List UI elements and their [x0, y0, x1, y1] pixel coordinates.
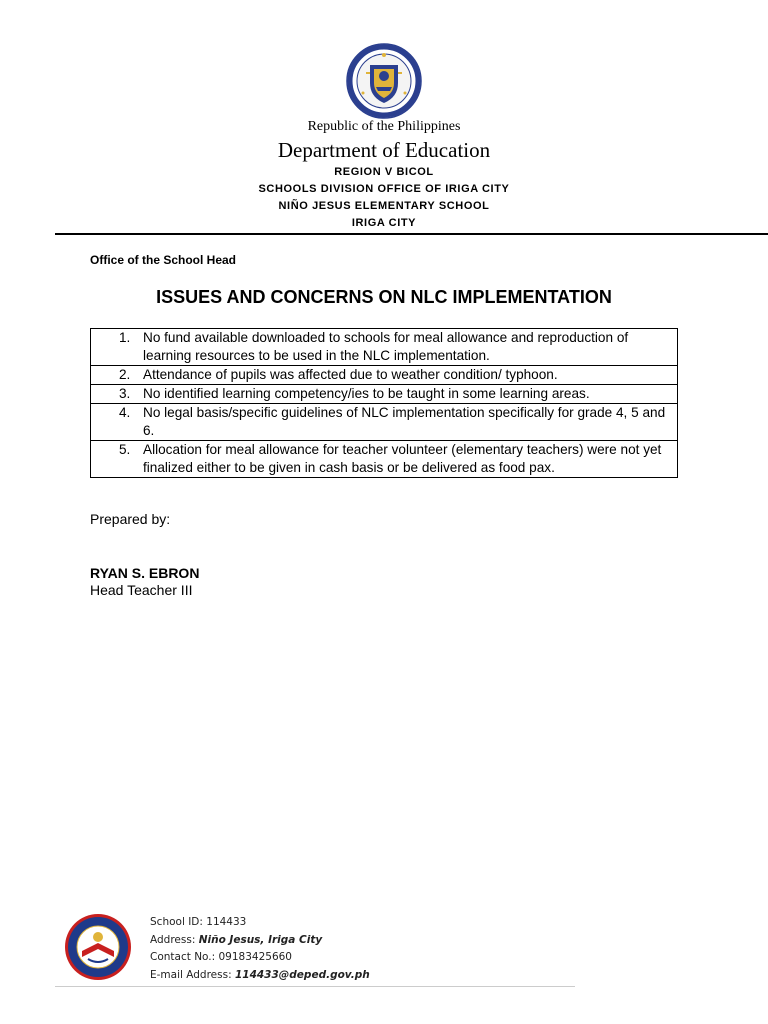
issue-number: 2. [119, 367, 131, 382]
table-row [91, 441, 678, 478]
table-row [91, 366, 678, 385]
division-heading: SCHOOLS DIVISION OFFICE OF IRIGA CITY [258, 183, 510, 195]
department-heading: Department of Education [277, 138, 491, 162]
table-row [91, 385, 678, 404]
contact-line [150, 949, 370, 967]
school-heading: NIÑO JESUS ELEMENTARY SCHOOL [278, 200, 490, 212]
header-divider [55, 233, 768, 235]
school-id-label: School ID: [150, 916, 207, 928]
footer-contact-block [150, 914, 370, 984]
city-heading: IRIGA CITY [351, 217, 417, 229]
school-id-line [150, 914, 370, 932]
office-label: Office of the School Head [90, 253, 237, 267]
email-line [150, 967, 370, 985]
signatory-position: Head Teacher III [90, 582, 193, 598]
signatory-name: RYAN S. EBRON [90, 565, 200, 581]
address-line [150, 932, 370, 950]
email-label: E-mail Address: [150, 968, 235, 981]
deped-seal-icon [346, 43, 422, 119]
issue-text: No identified learning competency/ies to be taught in some learning areas. [143, 386, 590, 401]
issue-number: 5. [119, 442, 131, 457]
school-logo-icon [64, 913, 132, 981]
contact-label: Contact No.: [150, 951, 219, 963]
issue-text: No legal basis/specific guidelines of NLC implementation specifically for grade 4, 5 and 6. [143, 405, 666, 438]
issues-table [90, 328, 678, 478]
issue-text: Attendance of pupils was affected due to weather condition/ typhoon. [143, 367, 558, 382]
school-id-value: 114433 [206, 916, 247, 928]
issue-text: Allocation for meal allowance for teacher volunteer (elementary teachers) were not yet finalized either to be given in cash basis or be delivered as food pax. [143, 442, 662, 475]
issue-number: 3. [119, 386, 131, 401]
prepared-by-label: Prepared by: [90, 511, 171, 527]
issue-number: 1. [119, 330, 131, 345]
footer-divider [55, 986, 575, 987]
table-row [91, 329, 678, 366]
table-row [91, 404, 678, 441]
republic-heading: Republic of the Philippines [307, 119, 461, 134]
issue-number: 4. [119, 405, 131, 420]
email-value: 114433@deped.gov.ph [234, 968, 370, 981]
region-heading: REGION V BICOL [334, 166, 434, 178]
document-title: ISSUES AND CONCERNS ON NLC IMPLEMENTATION [156, 287, 612, 307]
contact-value: 09183425660 [218, 951, 292, 963]
address-value: Niño Jesus, Iriga City [198, 933, 323, 946]
issue-text: No fund available downloaded to schools for meal allowance and reproduction of learning resources to be used in the NLC implementation. [143, 330, 629, 363]
address-label: Address: [150, 933, 199, 946]
